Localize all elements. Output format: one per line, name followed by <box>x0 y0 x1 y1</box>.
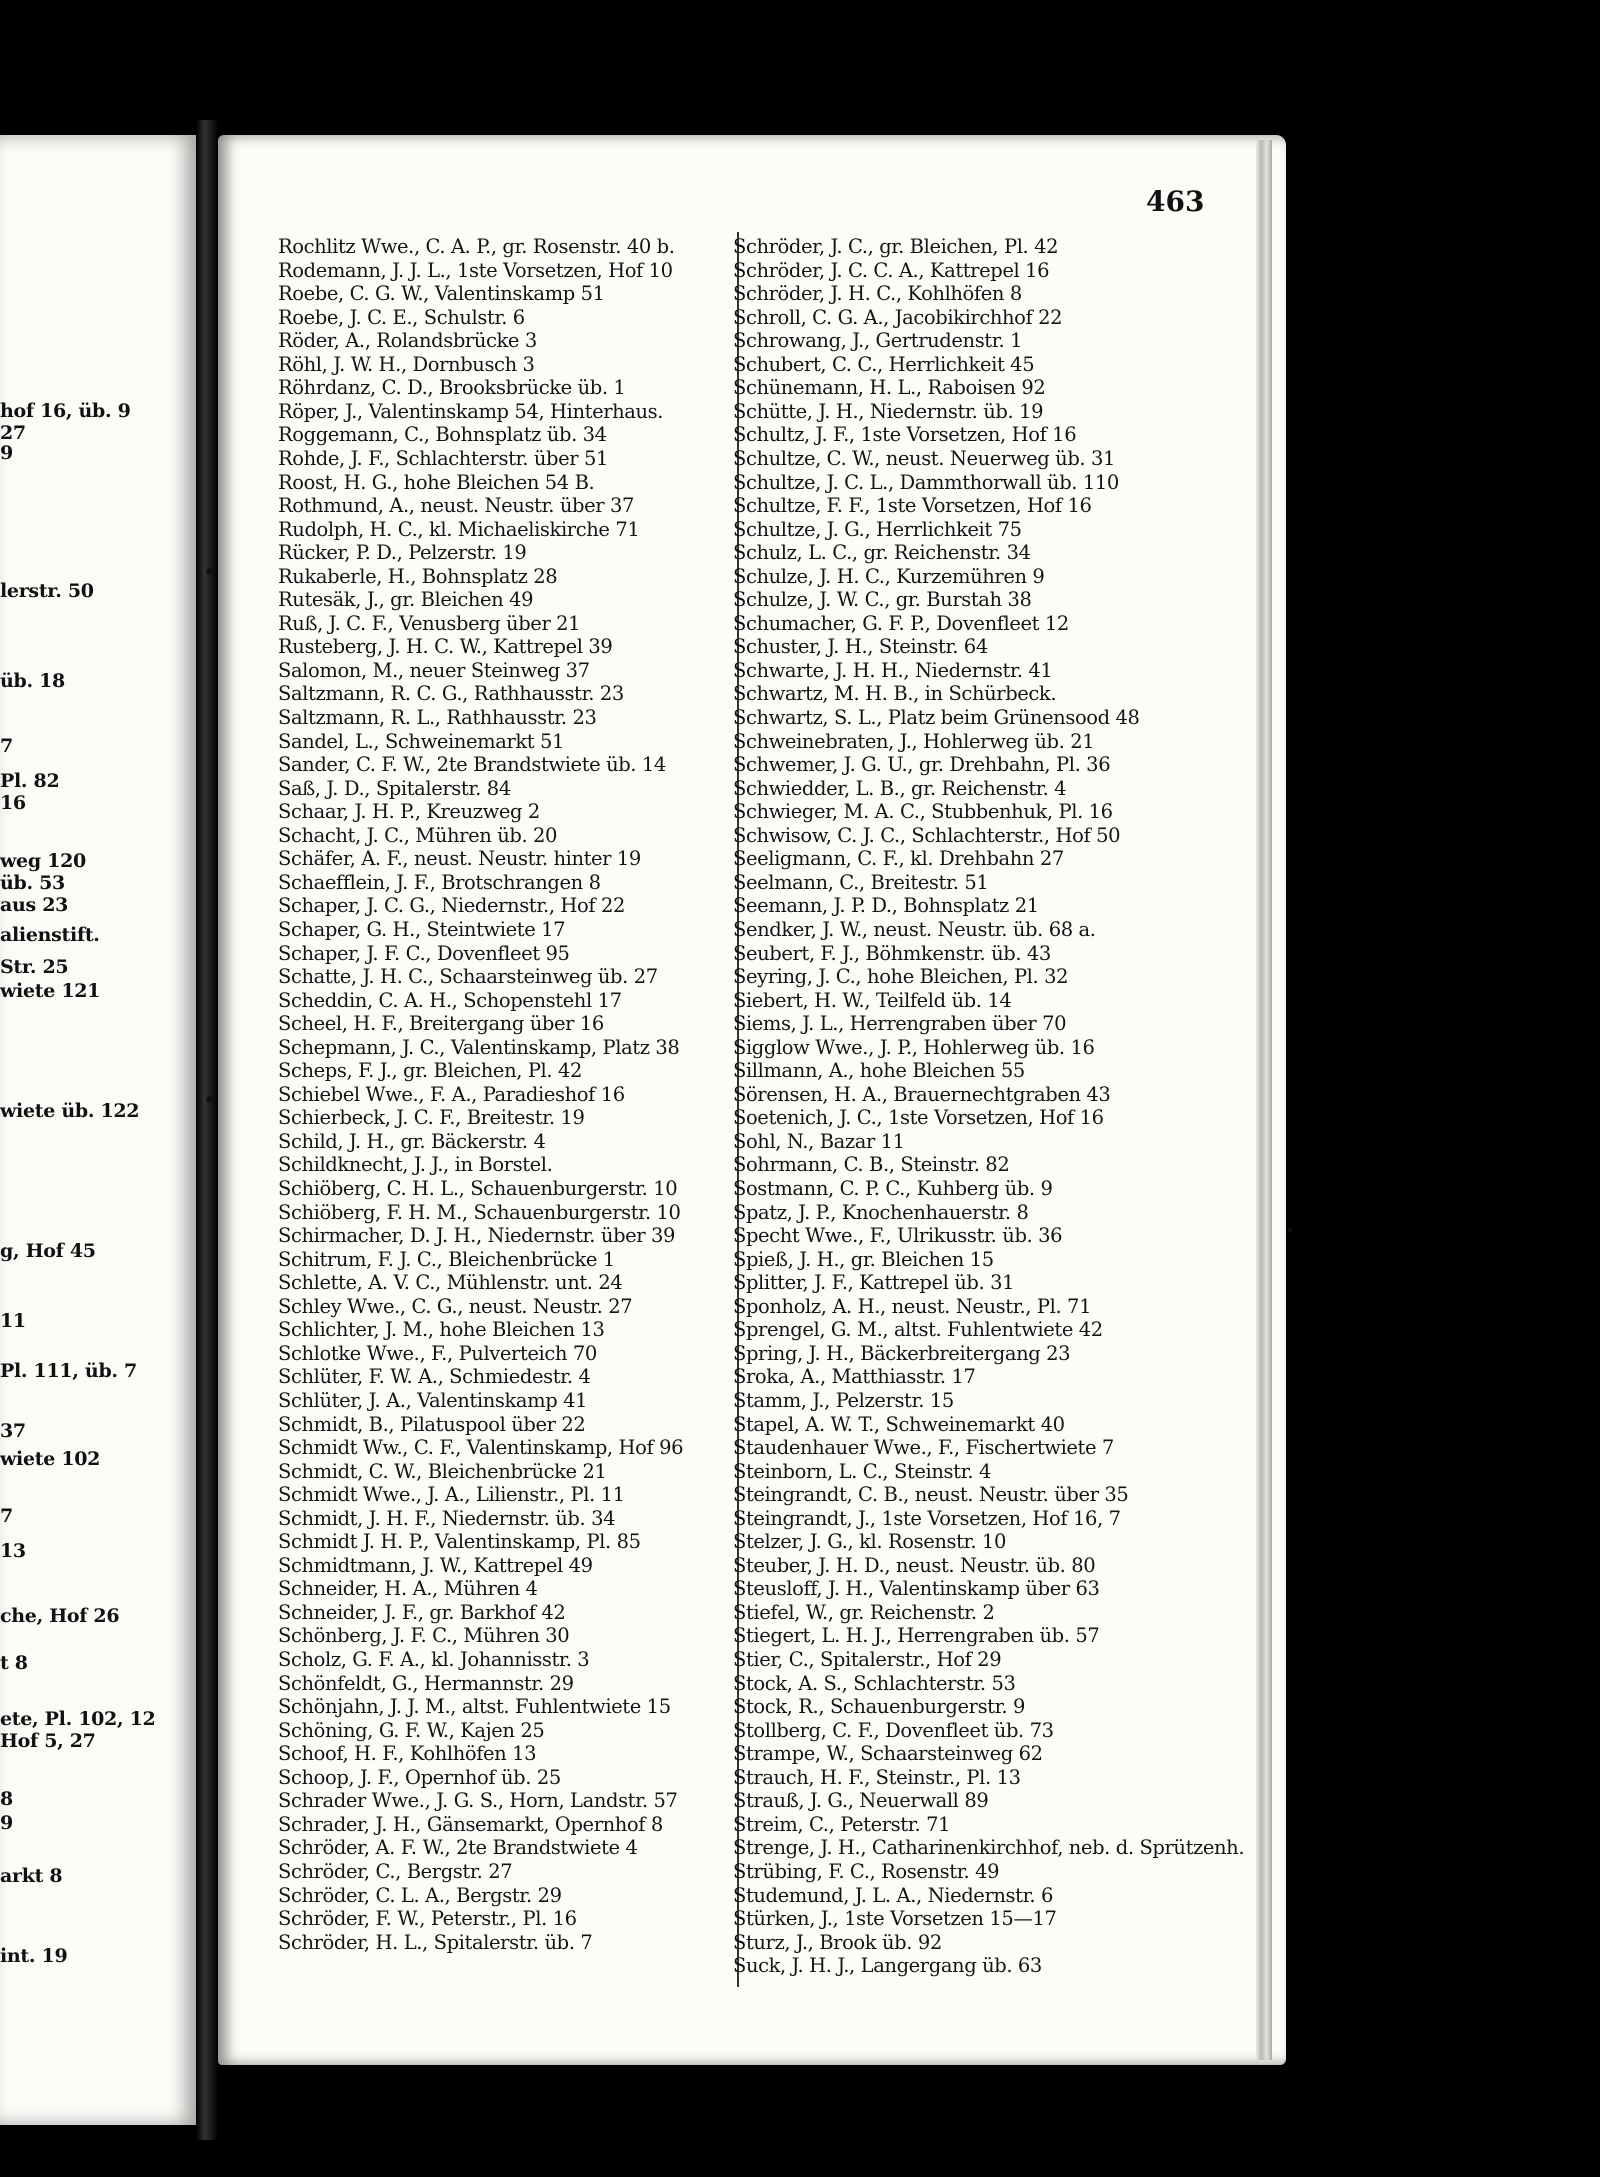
directory-entry: Schild, J. H., gr. Bäckerstr. 4 <box>278 1130 546 1153</box>
directory-entry: Schaper, J. C. G., Niedernstr., Hof 22 <box>278 894 625 917</box>
directory-entry: Schmidtmann, J. W., Kattrepel 49 <box>278 1554 593 1577</box>
directory-entry: Schwieger, M. A. C., Stubbenhuk, Pl. 16 <box>733 800 1113 823</box>
directory-entry: Schaefflein, J. F., Brotschrangen 8 <box>278 871 601 894</box>
directory-entry: Schiebel Wwe., F. A., Paradieshof 16 <box>278 1083 625 1106</box>
left-page-fragment-line: Pl. 82 <box>0 770 60 792</box>
directory-entry: Sigglow Wwe., J. P., Hohlerweg üb. 16 <box>733 1036 1095 1059</box>
left-page-fragment-line: lerstr. 50 <box>0 580 94 602</box>
directory-entry: Spring, J. H., Bäckerbreitergang 23 <box>733 1342 1071 1365</box>
directory-entry: Schultz, J. F., 1ste Vorsetzen, Hof 16 <box>733 423 1077 446</box>
directory-entry: Röhl, J. W. H., Dornbusch 3 <box>278 353 535 376</box>
directory-entry: Siebert, H. W., Teilfeld üb. 14 <box>733 989 1012 1012</box>
directory-entry: Schöning, G. F. W., Kajen 25 <box>278 1719 545 1742</box>
directory-entry: Rodemann, J. J. L., 1ste Vorsetzen, Hof 10 <box>278 259 673 282</box>
directory-entry: Schröder, C. L. A., Bergstr. 29 <box>278 1884 562 1907</box>
directory-entry: Stapel, A. W. T., Schweinemarkt 40 <box>733 1413 1065 1436</box>
directory-entry: Stürken, J., 1ste Vorsetzen 15—17 <box>733 1907 1057 1930</box>
directory-entry: Seyring, J. C., hohe Bleichen, Pl. 32 <box>733 965 1069 988</box>
directory-entry: Stiefel, W., gr. Reichenstr. 2 <box>733 1601 995 1624</box>
directory-entry: Schiöberg, C. H. L., Schauenburgerstr. 10 <box>278 1177 678 1200</box>
directory-entry: Schrowang, J., Gertrudenstr. 1 <box>733 329 1023 352</box>
directory-entry: Schäfer, A. F., neust. Neustr. hinter 19 <box>278 847 641 870</box>
directory-entry: Schrader Wwe., J. G. S., Horn, Landstr. 57 <box>278 1789 678 1812</box>
directory-entry: Strübing, F. C., Rosenstr. 49 <box>733 1860 1000 1883</box>
directory-entry: Schröder, J. H. C., Kohlhöfen 8 <box>733 282 1022 305</box>
directory-entry: Schirmacher, D. J. H., Niedernstr. über 39 <box>278 1224 676 1247</box>
left-page-fragment-line: ete, Pl. 102, 12 <box>0 1708 156 1730</box>
directory-entry: Steingrandt, C. B., neust. Neustr. über 35 <box>733 1483 1129 1506</box>
directory-entry: Schaper, G. H., Steintwiete 17 <box>278 918 566 941</box>
left-page-fragment-line: 16 <box>0 792 26 814</box>
left-page-fragment-line: 8 <box>0 1788 13 1810</box>
directory-entry: Suck, J. H. J., Langergang üb. 63 <box>733 1954 1042 1977</box>
directory-entry: Schubert, C. C., Herrlichkeit 45 <box>733 353 1035 376</box>
directory-entry: Ruß, J. C. F., Venusberg über 21 <box>278 612 581 635</box>
directory-entry: Schumacher, G. F. P., Dovenfleet 12 <box>733 612 1069 635</box>
directory-entry: Seeligmann, C. F., kl. Drehbahn 27 <box>733 847 1064 870</box>
directory-entry: Schneider, J. F., gr. Barkhof 42 <box>278 1601 566 1624</box>
directory-entry: Schünemann, H. L., Raboisen 92 <box>733 376 1046 399</box>
directory-entry: Sroka, A., Matthiasstr. 17 <box>733 1365 976 1388</box>
page-edge <box>1256 140 1272 2060</box>
left-page-fragment-line: Str. 25 <box>0 956 69 978</box>
directory-entry: Sillmann, A., hohe Bleichen 55 <box>733 1059 1025 1082</box>
left-page-fragment-line: Hof 5, 27 <box>0 1730 96 1752</box>
directory-entry: Schley Wwe., C. G., neust. Neustr. 27 <box>278 1295 633 1318</box>
directory-entry: Schütte, J. H., Niedernstr. üb. 19 <box>733 400 1044 423</box>
left-page-fragment-line: 37 <box>0 1420 26 1442</box>
directory-entry: Seelmann, C., Breitestr. 51 <box>733 871 989 894</box>
directory-entry: Rohde, J. F., Schlachterstr. über 51 <box>278 447 609 470</box>
directory-entry: Schultze, F. F., 1ste Vorsetzen, Hof 16 <box>733 494 1092 517</box>
directory-entry: Rudolph, H. C., kl. Michaeliskirche 71 <box>278 518 640 541</box>
left-page-fragment-line: 11 <box>0 1310 26 1332</box>
book-gutter <box>196 120 218 2140</box>
directory-entry: Röhrdanz, C. D., Brooksbrücke üb. 1 <box>278 376 626 399</box>
directory-entry: Schwartz, M. H. B., in Schürbeck. <box>733 682 1057 705</box>
directory-entry: Staudenhauer Wwe., F., Fischertwiete 7 <box>733 1436 1114 1459</box>
ink-speck <box>1288 1228 1292 1232</box>
directory-entry: Schröder, A. F. W., 2te Brandstwiete 4 <box>278 1836 638 1859</box>
directory-entry: Sendker, J. W., neust. Neustr. üb. 68 a. <box>733 918 1096 941</box>
directory-entry: Schildknecht, J. J., in Borstel. <box>278 1153 553 1176</box>
left-page-fragment-line: Pl. 111, üb. 7 <box>0 1360 137 1382</box>
directory-entry: Schultze, J. G., Herrlichkeit 75 <box>733 518 1022 541</box>
left-page-fragment <box>0 135 198 2125</box>
directory-entry: Saltzmann, R. L., Rathhausstr. 23 <box>278 706 597 729</box>
directory-entry: Schröder, H. L., Spitalerstr. üb. 7 <box>278 1931 593 1954</box>
directory-entry: Rutesäk, J., gr. Bleichen 49 <box>278 588 534 611</box>
directory-entry: Schmidt J. H. P., Valentinskamp, Pl. 85 <box>278 1530 641 1553</box>
directory-entry: Schröder, J. C. C. A., Kattrepel 16 <box>733 259 1050 282</box>
directory-entry: Strauß, J. G., Neuerwall 89 <box>733 1789 989 1812</box>
directory-entry: Rochlitz Wwe., C. A. P., gr. Rosenstr. 40 b. <box>278 235 675 258</box>
directory-entry: Schlichter, J. M., hohe Bleichen 13 <box>278 1318 605 1341</box>
binding-mark <box>206 1096 213 1103</box>
left-page-fragment-line: 7 <box>0 735 13 757</box>
directory-entry: Schwemer, J. G. U., gr. Drehbahn, Pl. 36 <box>733 753 1111 776</box>
directory-entry: Röder, A., Rolandsbrücke 3 <box>278 329 537 352</box>
directory-entry: Sohrmann, C. B., Steinstr. 82 <box>733 1153 1010 1176</box>
directory-entry: Schwartz, S. L., Platz beim Grünensood 48 <box>733 706 1140 729</box>
directory-entry: Sohl, N., Bazar 11 <box>733 1130 905 1153</box>
directory-entry: Schlüter, J. A., Valentinskamp 41 <box>278 1389 588 1412</box>
directory-entry: Sostmann, C. P. C., Kuhberg üb. 9 <box>733 1177 1053 1200</box>
directory-entry: Sandel, L., Schweinemarkt 51 <box>278 730 565 753</box>
directory-entry: Schmidt, J. H. F., Niedernstr. üb. 34 <box>278 1507 616 1530</box>
directory-entry: Strenge, J. H., Catharinenkirchhof, neb. d. Sprützenh. <box>733 1836 1245 1859</box>
directory-entry: Schroll, C. G. A., Jacobikirchhof 22 <box>733 306 1063 329</box>
left-page-fragment-line: hof 16, üb. 9 <box>0 400 131 422</box>
directory-entry: Schwiedder, L. B., gr. Reichenstr. 4 <box>733 777 1067 800</box>
directory-entry: Stiegert, L. H. J., Herrengraben üb. 57 <box>733 1624 1100 1647</box>
directory-entry: Saltzmann, R. C. G., Rathhausstr. 23 <box>278 682 624 705</box>
directory-entry: Stollberg, C. F., Dovenfleet üb. 73 <box>733 1719 1054 1742</box>
directory-entry: Salomon, M., neuer Steinweg 37 <box>278 659 590 682</box>
directory-entry: Schmidt Wwe., J. A., Lilienstr., Pl. 11 <box>278 1483 625 1506</box>
directory-entry: Scholz, G. F. A., kl. Johannisstr. 3 <box>278 1648 590 1671</box>
left-page-fragment-line: int. 19 <box>0 1945 68 1967</box>
directory-entry: Schlette, A. V. C., Mühlenstr. unt. 24 <box>278 1271 623 1294</box>
directory-entry: Scheel, H. F., Breitergang über 16 <box>278 1012 604 1035</box>
directory-entry: Röper, J., Valentinskamp 54, Hinterhaus. <box>278 400 664 423</box>
left-page-fragment-line: 9 <box>0 442 13 464</box>
directory-entry: Splitter, J. F., Kattrepel üb. 31 <box>733 1271 1015 1294</box>
directory-entry: Schultze, C. W., neust. Neuerweg üb. 31 <box>733 447 1116 470</box>
directory-entry: Scheddin, C. A. H., Schopenstehl 17 <box>278 989 622 1012</box>
directory-entry: Schulze, J. W. C., gr. Burstah 38 <box>733 588 1032 611</box>
directory-entry: Seemann, J. P. D., Bohnsplatz 21 <box>733 894 1039 917</box>
left-page-fragment-line: 9 <box>0 1812 13 1834</box>
directory-entry: Strauch, H. F., Steinstr., Pl. 13 <box>733 1766 1021 1789</box>
directory-entry: Siems, J. L., Herrengraben über 70 <box>733 1012 1067 1035</box>
directory-entry: Rothmund, A., neust. Neustr. über 37 <box>278 494 634 517</box>
directory-entry: Schmidt Ww., C. F., Valentinskamp, Hof 96 <box>278 1436 684 1459</box>
directory-entry: Stock, A. S., Schlachterstr. 53 <box>733 1672 1016 1695</box>
directory-entry: Schuster, J. H., Steinstr. 64 <box>733 635 988 658</box>
directory-entry: Spieß, J. H., gr. Bleichen 15 <box>733 1248 994 1271</box>
directory-entry: Schweinebraten, J., Hohlerweg üb. 21 <box>733 730 1095 753</box>
directory-entry: Schönberg, J. F. C., Mühren 30 <box>278 1624 570 1647</box>
directory-entry: Streim, C., Peterstr. 71 <box>733 1813 951 1836</box>
directory-entry: Schepmann, J. C., Valentinskamp, Platz 38 <box>278 1036 680 1059</box>
directory-entry: Schulze, J. H. C., Kurzemühren 9 <box>733 565 1045 588</box>
binding-mark <box>206 568 213 575</box>
directory-entry: Schneider, H. A., Mühren 4 <box>278 1577 538 1600</box>
left-page-fragment-line: t 8 <box>0 1652 28 1674</box>
directory-entry: Schönjahn, J. J. M., altst. Fuhlentwiete 15 <box>278 1695 671 1718</box>
left-page-fragment-line: wiete üb. 122 <box>0 1100 140 1122</box>
directory-entry: Specht Wwe., F., Ulrikusstr. üb. 36 <box>733 1224 1063 1247</box>
directory-entry: Scheps, F. J., gr. Bleichen, Pl. 42 <box>278 1059 582 1082</box>
directory-entry: Sander, C. F. W., 2te Brandstwiete üb. 14 <box>278 753 666 776</box>
directory-entry: Schultze, J. C. L., Dammthorwall üb. 110 <box>733 471 1119 494</box>
left-page-fragment-line: arkt 8 <box>0 1865 63 1887</box>
directory-entry: Sprengel, G. M., altst. Fuhlentwiete 42 <box>733 1318 1103 1341</box>
left-page-fragment-line: g, Hof 45 <box>0 1240 96 1262</box>
directory-entry: Stier, C., Spitalerstr., Hof 29 <box>733 1648 1002 1671</box>
left-page-fragment-line: aus 23 <box>0 894 69 916</box>
directory-entry: Stock, R., Schauenburgerstr. 9 <box>733 1695 1026 1718</box>
directory-entry: Roost, H. G., hohe Bleichen 54 B. <box>278 471 595 494</box>
directory-entry: Steusloff, J. H., Valentinskamp über 63 <box>733 1577 1100 1600</box>
directory-entry: Schröder, C., Bergstr. 27 <box>278 1860 513 1883</box>
directory-entry: Rukaberle, H., Bohnsplatz 28 <box>278 565 558 588</box>
left-page-fragment-line: che, Hof 26 <box>0 1605 120 1627</box>
directory-entry: Schacht, J. C., Mühren üb. 20 <box>278 824 558 847</box>
left-page-fragment-line: üb. 53 <box>0 872 65 894</box>
directory-entry: Schmidt, B., Pilatuspool über 22 <box>278 1413 586 1436</box>
directory-entry: Schröder, F. W., Peterstr., Pl. 16 <box>278 1907 577 1930</box>
left-page-fragment-line: üb. 18 <box>0 670 65 692</box>
directory-entry: Spatz, J. P., Knochenhauerstr. 8 <box>733 1201 1029 1224</box>
directory-entry: Steingrandt, J., 1ste Vorsetzen, Hof 16, 7 <box>733 1507 1121 1530</box>
directory-entry: Schatte, J. H. C., Schaarsteinweg üb. 27 <box>278 965 658 988</box>
directory-entry: Schmidt, C. W., Bleichenbrücke 21 <box>278 1460 607 1483</box>
left-page-fragment-line: 7 <box>0 1505 13 1527</box>
directory-entry: Soetenich, J. C., 1ste Vorsetzen, Hof 16 <box>733 1106 1104 1129</box>
left-page-fragment-line: wiete 121 <box>0 980 101 1002</box>
directory-entry: Strampe, W., Schaarsteinweg 62 <box>733 1742 1043 1765</box>
left-page-fragment-line: wiete 102 <box>0 1448 101 1470</box>
directory-entry: Schierbeck, J. C. F., Breitestr. 19 <box>278 1106 585 1129</box>
directory-entry: Schoof, H. F., Kohlhöfen 13 <box>278 1742 537 1765</box>
directory-entry: Stelzer, J. G., kl. Rosenstr. 10 <box>733 1530 1006 1553</box>
directory-entry: Roebe, J. C. E., Schulstr. 6 <box>278 306 525 329</box>
directory-entry: Seubert, F. J., Böhmkenstr. üb. 43 <box>733 942 1051 965</box>
directory-entry: Steinborn, L. C., Steinstr. 4 <box>733 1460 991 1483</box>
directory-entry: Schrader, J. H., Gänsemarkt, Opernhof 8 <box>278 1813 663 1836</box>
page-number: 463 <box>1146 185 1205 218</box>
left-page-fragment-line: 27 <box>0 422 26 444</box>
directory-entry: Roggemann, C., Bohnsplatz üb. 34 <box>278 423 607 446</box>
directory-entry: Schitrum, F. J. C., Bleichenbrücke 1 <box>278 1248 615 1271</box>
directory-entry: Roebe, C. G. W., Valentinskamp 51 <box>278 282 605 305</box>
left-page-fragment-line: weg 120 <box>0 850 86 872</box>
directory-entry: Saß, J. D., Spitalerstr. 84 <box>278 777 511 800</box>
directory-entry: Rusteberg, J. H. C. W., Kattrepel 39 <box>278 635 613 658</box>
directory-entry: Schlotke Wwe., F., Pulverteich 70 <box>278 1342 597 1365</box>
left-page-fragment-line: alienstift. <box>0 924 100 946</box>
directory-entry: Rücker, P. D., Pelzerstr. 19 <box>278 541 527 564</box>
directory-entry: Sturz, J., Brook üb. 92 <box>733 1931 942 1954</box>
directory-entry: Schaper, J. F. C., Dovenfleet 95 <box>278 942 570 965</box>
directory-entry: Schaar, J. H. P., Kreuzweg 2 <box>278 800 540 823</box>
directory-entry: Sörensen, H. A., Brauernechtgraben 43 <box>733 1083 1111 1106</box>
directory-entry: Schulz, L. C., gr. Reichenstr. 34 <box>733 541 1031 564</box>
directory-entry: Schoop, J. F., Opernhof üb. 25 <box>278 1766 561 1789</box>
directory-entry: Schlüter, F. W. A., Schmiedestr. 4 <box>278 1365 591 1388</box>
directory-entry: Schönfeldt, G., Hermannstr. 29 <box>278 1672 574 1695</box>
directory-entry: Schröder, J. C., gr. Bleichen, Pl. 42 <box>733 235 1059 258</box>
directory-entry: Schwarte, J. H. H., Niedernstr. 41 <box>733 659 1053 682</box>
directory-entry: Stamm, J., Pelzerstr. 15 <box>733 1389 954 1412</box>
directory-entry: Studemund, J. L. A., Niedernstr. 6 <box>733 1884 1053 1907</box>
directory-entry: Steuber, J. H. D., neust. Neustr. üb. 80 <box>733 1554 1096 1577</box>
directory-entry: Sponholz, A. H., neust. Neustr., Pl. 71 <box>733 1295 1092 1318</box>
left-page-fragment-line: 13 <box>0 1540 26 1562</box>
directory-entry: Schiöberg, F. H. M., Schauenburgerstr. 10 <box>278 1201 681 1224</box>
directory-entry: Schwisow, C. J. C., Schlachterstr., Hof 50 <box>733 824 1121 847</box>
